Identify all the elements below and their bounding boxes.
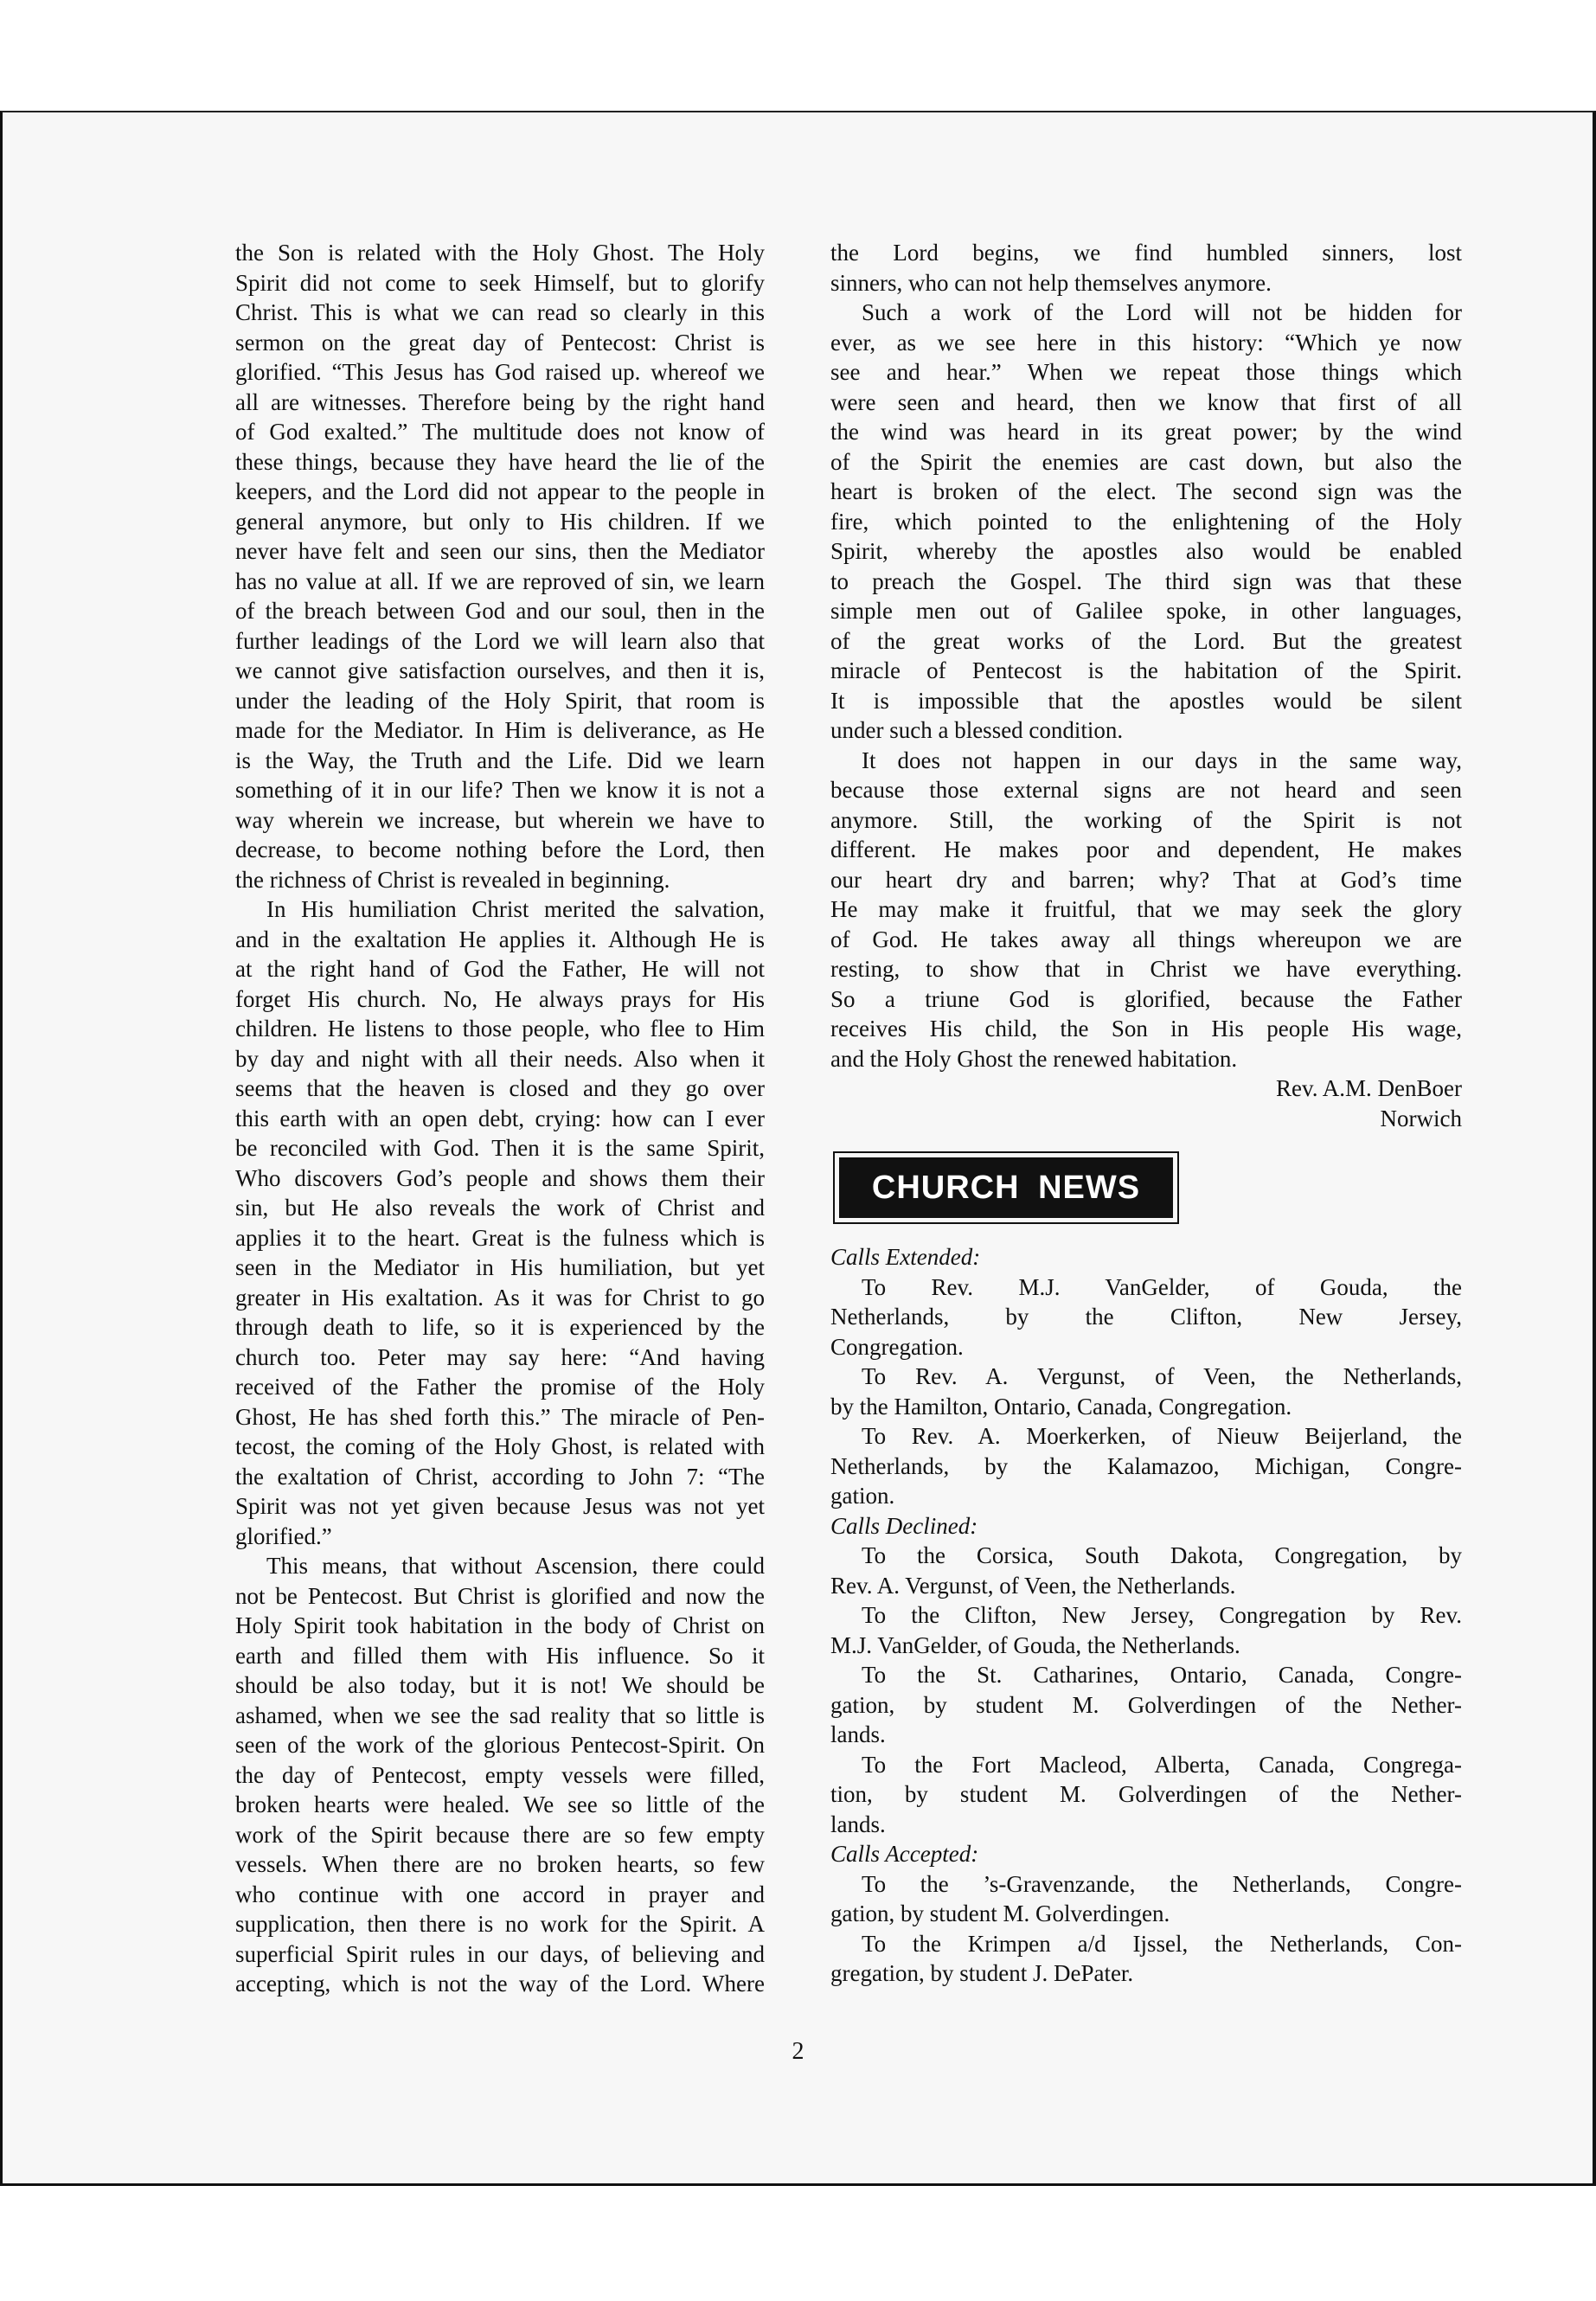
text-line: To Rev. A. Moerkerken, of Nieuw Beijerland, the (862, 1423, 1462, 1449)
text-line: gation, by student M. Golverdingen of the Nether- (830, 1691, 1462, 1718)
text-line: Holy Spirit took habitation in the body of Christ on (235, 1612, 765, 1638)
text-line: miracle of Pentecost is the habitation of the Spirit. (830, 657, 1462, 683)
text-line: sinners, who can not help themselves anymore. (830, 269, 1272, 296)
text-line: Spirit was not yet given because Jesus was not yet (235, 1493, 765, 1519)
text-line: ashamed, when we see the sad reality that so little is (235, 1702, 765, 1728)
text-line: because those external signs are not heard and seen (830, 777, 1462, 803)
church-news-banner (833, 1151, 1179, 1224)
church-news-title: CHURCH NEWS (839, 1157, 1173, 1218)
text-line: superficial Spirit rules in our days, of believing and (235, 1940, 765, 1967)
text-line: these things, because they have heard the lie of the (235, 448, 765, 475)
text-line: To the Corsica, South Dakota, Congregation, by (862, 1542, 1462, 1568)
text-line: to preach the Gospel. The third sign was that these (830, 567, 1462, 594)
text-line: is the Way, the Truth and the Life. Did we learn (235, 747, 765, 773)
text-line: To the Fort Macleod, Alberta, Canada, Congrega- (862, 1751, 1462, 1778)
text-line: Spirit did not come to seek Himself, but to glorify (235, 269, 765, 296)
text-line: not be Pentecost. But Christ is glorified and now the (235, 1582, 765, 1609)
text-line: glorified.” (235, 1522, 332, 1549)
text-line: we cannot give satisfaction ourselves, and then it is, (235, 657, 765, 683)
text-line: earth and filled them with His influence. So it (235, 1642, 765, 1669)
text-line: see and hear.” When we repeat those things which (830, 359, 1462, 385)
text-line: seems that the heaven is closed and they go over (235, 1075, 765, 1101)
text-line: different. He makes poor and dependent, He makes (830, 836, 1462, 862)
text-line: accepting, which is not the way of the Lord. Where (235, 1971, 765, 1997)
text-line: church too. Peter may say here: “And having (235, 1343, 765, 1370)
text-line: by day and night with all their needs. Also when it (235, 1045, 765, 1072)
text-line: greater in His exaltation. As it was for Christ to go (235, 1284, 765, 1311)
text-line: gation. (830, 1483, 895, 1509)
text-line: of the Spirit the enemies are cast down, but also the (830, 448, 1462, 475)
text-line: It does not happen in our days in the same way, (862, 747, 1462, 773)
text-line: children. He listens to those people, who flee to Him (235, 1016, 765, 1042)
text-line: made for the Mediator. In Him is deliverance, as He (235, 717, 765, 743)
text-line: work of the Spirit because there are so few empty (235, 1821, 765, 1848)
author-line: Rev. A.M. DenBoer (1276, 1075, 1462, 1101)
section-heading: Calls Declined: (830, 1512, 978, 1539)
text-line: applies it to the heart. Great is the fulness which is (235, 1224, 765, 1251)
text-line: all are witnesses. Therefore being by the right hand (235, 388, 765, 415)
text-line: resting, to show that in Christ we have everything. (830, 956, 1462, 982)
text-line: of the breach between God and our soul, then in the (235, 598, 765, 624)
text-line: To the Clifton, New Jersey, Congregation by Rev. (862, 1602, 1462, 1628)
text-line: heart is broken of the elect. The second sign was the (830, 478, 1462, 504)
text-line: Such a work of the Lord will not be hidden for (862, 299, 1462, 325)
text-line: our heart dry and barren; why? That at God’s time (830, 866, 1462, 893)
text-line: should be also today, but it is not! We should be (235, 1672, 765, 1698)
text-line: seen in the Mediator in His humiliation, but yet (235, 1254, 765, 1280)
text-line: Spirit, whereby the apostles also would be enabled (830, 538, 1462, 564)
text-line: glorified. “This Jesus has God raised up. whereof we (235, 359, 765, 385)
section-heading: Calls Accepted: (830, 1841, 979, 1867)
author-line: Norwich (1380, 1105, 1462, 1131)
text-line: sin, but He also reveals the work of Christ and (235, 1195, 765, 1221)
text-line: Rev. A. Vergunst, of Veen, the Netherlands. (830, 1572, 1236, 1599)
text-line: To Rev. A. Vergunst, of Veen, the Netherlands, (862, 1363, 1462, 1389)
text-line: It is impossible that the apostles would be silent (830, 687, 1462, 714)
text-line: gation, by student M. Golverdingen. (830, 1900, 1170, 1926)
text-line: receives His child, the Son in His people His wage, (830, 1016, 1462, 1042)
text-line: In His humiliation Christ merited the salvation, (266, 896, 765, 922)
text-line: gregation, by student J. DePater. (830, 1960, 1134, 1986)
text-line: vessels. When there are no broken hearts, so few (235, 1851, 765, 1877)
text-line: way wherein we increase, but wherein we have to (235, 806, 765, 833)
text-line: under the leading of the Holy Spirit, that room is (235, 687, 765, 714)
text-line: anymore. Still, the working of the Spirit is not (830, 806, 1462, 833)
text-line: keepers, and the Lord did not appear to the people in (235, 478, 765, 504)
text-line: simple men out of Galilee spoke, in other languages, (830, 598, 1462, 624)
text-line: tion, by student M. Golverdingen of the Nether- (830, 1781, 1462, 1807)
text-line: broken hearts were healed. We see so little of the (235, 1791, 765, 1817)
page-number: 2 (792, 2038, 804, 2065)
text-line: and in the exaltation He applies it. Although He is (235, 926, 765, 952)
text-line: the wind was heard in its great power; by the wind (830, 419, 1462, 445)
text-line: received of the Father the promise of the Holy (235, 1374, 765, 1400)
text-line: forget His church. No, He always prays for His (235, 985, 765, 1012)
text-line: under such a blessed condition. (830, 717, 1124, 743)
text-line: He may make it fruitful, that we may seek the glory (830, 896, 1462, 922)
text-line: of the great works of the Lord. But the greatest (830, 627, 1462, 654)
text-line: So a triune God is glorified, because the Father (830, 985, 1462, 1012)
text-line: the Lord begins, we find humbled sinners, lost (830, 240, 1462, 266)
text-line: M.J. VanGelder, of Gouda, the Netherlands. (830, 1631, 1240, 1658)
text-line: the Son is related with the Holy Ghost. The Holy (235, 240, 765, 266)
text-line: lands. (830, 1811, 886, 1837)
text-line: This means, that without Ascension, there could (266, 1553, 765, 1579)
text-line: supplication, then there is no work for the Spirit. A (235, 1911, 765, 1937)
text-line: this earth with an open debt, crying: how can I ever (235, 1105, 765, 1131)
text-line: ever, as we see here in this history: “Which ye now (830, 329, 1462, 356)
text-line: Congregation. (830, 1333, 964, 1360)
right-column (830, 238, 1462, 1133)
text-line: further leadings of the Lord we will learn also that (235, 627, 765, 654)
text-line: To Rev. M.J. VanGelder, of Gouda, the (862, 1273, 1462, 1300)
text-line: by the Hamilton, Ontario, Canada, Congregation. (830, 1393, 1292, 1420)
text-line: Netherlands, by the Clifton, New Jersey, (830, 1304, 1462, 1330)
text-line: the exaltation of Christ, according to John 7: “The (235, 1463, 765, 1490)
text-line: and the Holy Ghost the renewed habitation. (830, 1045, 1238, 1072)
text-line: through death to life, so it is experienced by the (235, 1314, 765, 1340)
text-line: To the ’s-Gravenzande, the Netherlands, Congre- (862, 1870, 1462, 1897)
text-line: the richness of Christ is revealed in beginning. (235, 866, 670, 893)
text-line: the day of Pentecost, empty vessels were filled, (235, 1761, 765, 1788)
church-news-list (830, 1242, 1462, 1989)
text-line: decrease, to become nothing before the Lord, then (235, 836, 765, 862)
text-line: Christ. This is what we can read so clearly in this (235, 299, 765, 325)
text-line: of God. He takes away all things whereupon we are (830, 926, 1462, 952)
text-line: has no value at all. If we are reproved of sin, we learn (235, 567, 765, 594)
text-line: be reconciled with God. Then it is the same Spirit, (235, 1135, 765, 1161)
text-line: were seen and heard, then we know that first of all (830, 388, 1462, 415)
section-heading: Calls Extended: (830, 1244, 981, 1270)
text-line: Netherlands, by the Kalamazoo, Michigan, Congre- (830, 1452, 1462, 1479)
text-line: lands. (830, 1721, 886, 1747)
text-line: Ghost, He has shed forth this.” The miracle of Pen- (235, 1403, 765, 1430)
text-line: tecost, the coming of the Holy Ghost, is related with (235, 1433, 765, 1459)
text-line: who continue with one accord in prayer and (235, 1881, 765, 1907)
text-line: To the Krimpen a/d Ijssel, the Netherlands, Con- (862, 1930, 1462, 1957)
text-line: general anymore, but only to His children. If we (235, 508, 765, 535)
text-line: To the St. Catharines, Ontario, Canada, Congre- (862, 1662, 1462, 1688)
left-column (235, 238, 765, 1999)
text-line: seen of the work of the glorious Pentecost-Spirit. On (235, 1732, 765, 1758)
text-line: of God exalted.” The multitude does not know of (235, 419, 765, 445)
text-line: never have felt and seen our sins, then the Mediator (235, 538, 765, 564)
text-line: fire, which pointed to the enlightening of the Holy (830, 508, 1462, 535)
text-line: at the right hand of God the Father, He will not (235, 956, 765, 982)
text-line: something of it in our life? Then we know it is not a (235, 777, 765, 803)
text-line: Who discovers God’s people and shows them their (235, 1164, 765, 1191)
text-line: sermon on the great day of Pentecost: Christ is (235, 329, 765, 356)
